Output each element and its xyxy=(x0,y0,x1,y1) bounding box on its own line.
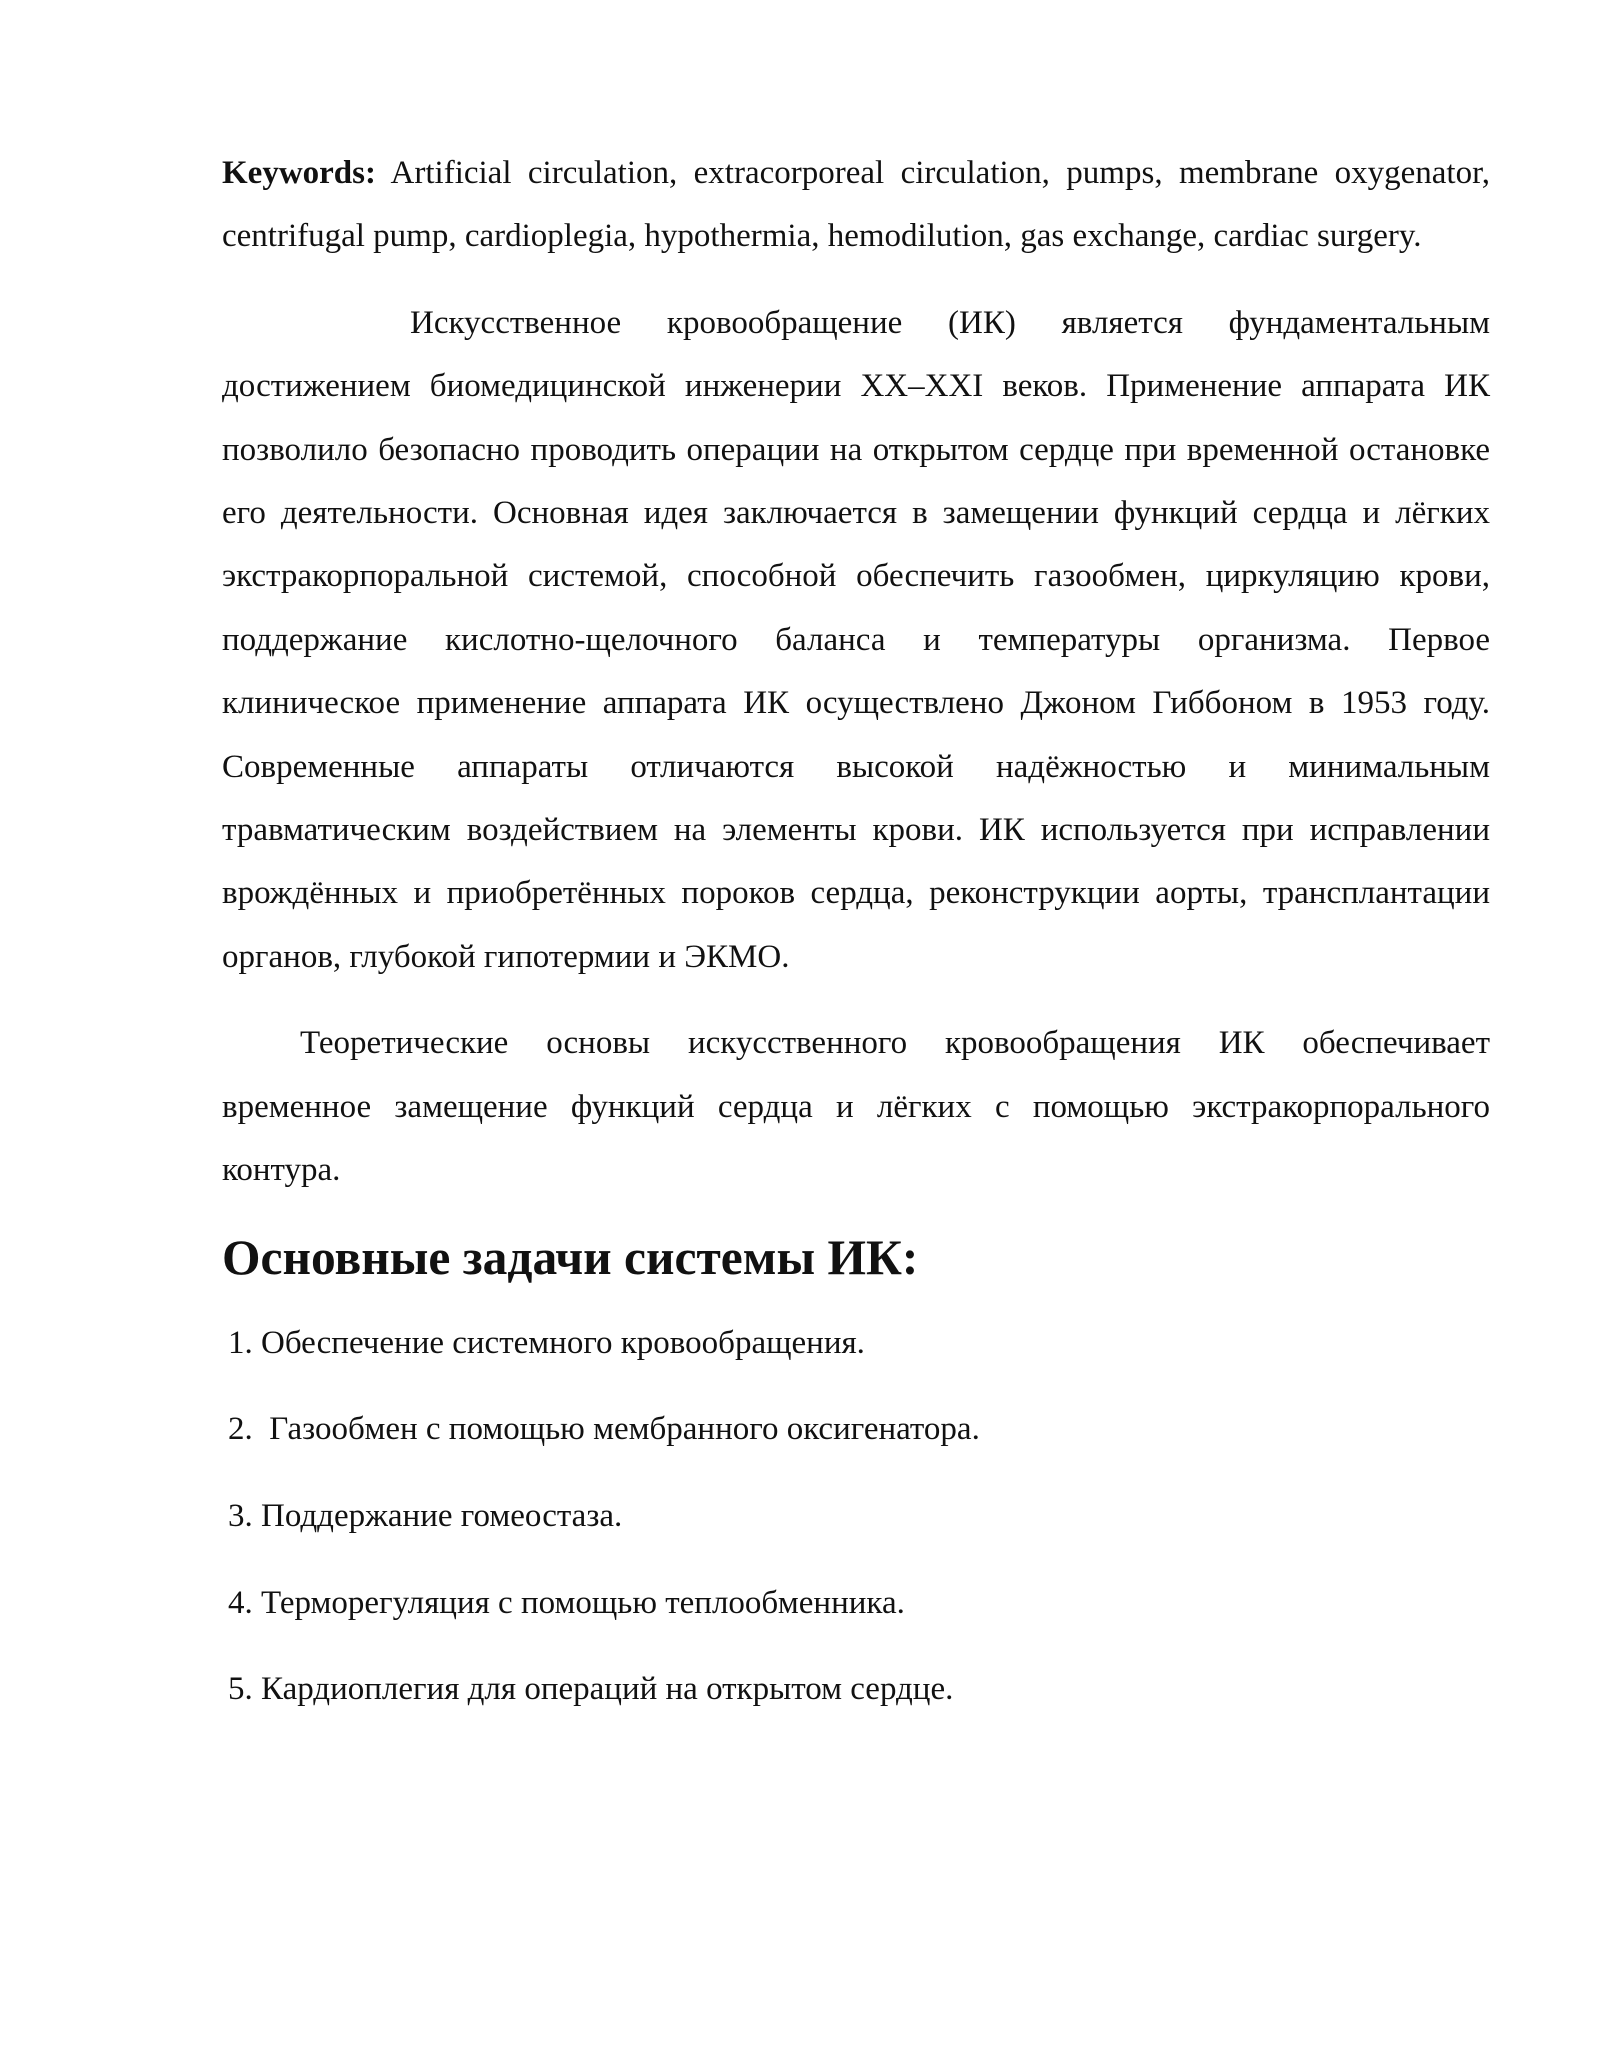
document-page xyxy=(222,142,1490,1745)
keywords-text: Artificial circulation, extracorporeal circulation, pumps, membrane oxygenator, centrifugal pump, cardioplegia, hypothermia, hemodilution, gas exchange, cardiac surgery. xyxy=(222,155,1490,255)
list-item: 4. Терморегуляция с помощью теплообменника. xyxy=(228,1584,905,1621)
theory-paragraph: Теоретические основы искусственного кровообращения ИК обеспечивает временное замещение функций сердца и лёгких с помощью экстракорпорального контура. xyxy=(222,1025,1490,1189)
tasks-heading: Основные задачи системы ИК: xyxy=(222,1229,919,1285)
tasks-list xyxy=(222,1312,1490,1722)
list-item: 1. Обеспечение системного кровообращения. xyxy=(228,1324,865,1361)
list-item: 2. Газообмен с помощью мембранного оксигенатора. xyxy=(228,1411,980,1448)
intro-paragraph: Искусственное кровообращение (ИК) является фундаментальным достижением биомедицинской инженерии XX–XXI веков. Применение аппарата ИК позволило безопасно проводить операции на открытом сердце при временной остановке его деятельности. Основная идея заключается в замещении функций сердца и лёгких экстракорпоральной системой, способной обеспечить газообмен, циркуляцию крови, поддержание кислотно-щелочного баланса и температуры организма. Первое клиническое применение аппарата ИК осуществлено Джоном Гиббоном в 1953 году. Современные аппараты отличаются высокой надёжностью и минимальным травматическим воздействием на элементы крови. ИК используется при исправлении врождённых и приобретённых пороков сердца, реконструкции аорты, трансплантации органов, глубокой гипотермии и ЭКМО. xyxy=(222,304,1490,975)
keywords-paragraph xyxy=(222,142,1490,269)
keywords-label: Keywords: xyxy=(222,155,376,191)
list-item: 3. Поддержание гомеостаза. xyxy=(228,1498,623,1535)
list-item: 5. Кардиоплегия для операций на открытом сердце. xyxy=(228,1671,954,1708)
